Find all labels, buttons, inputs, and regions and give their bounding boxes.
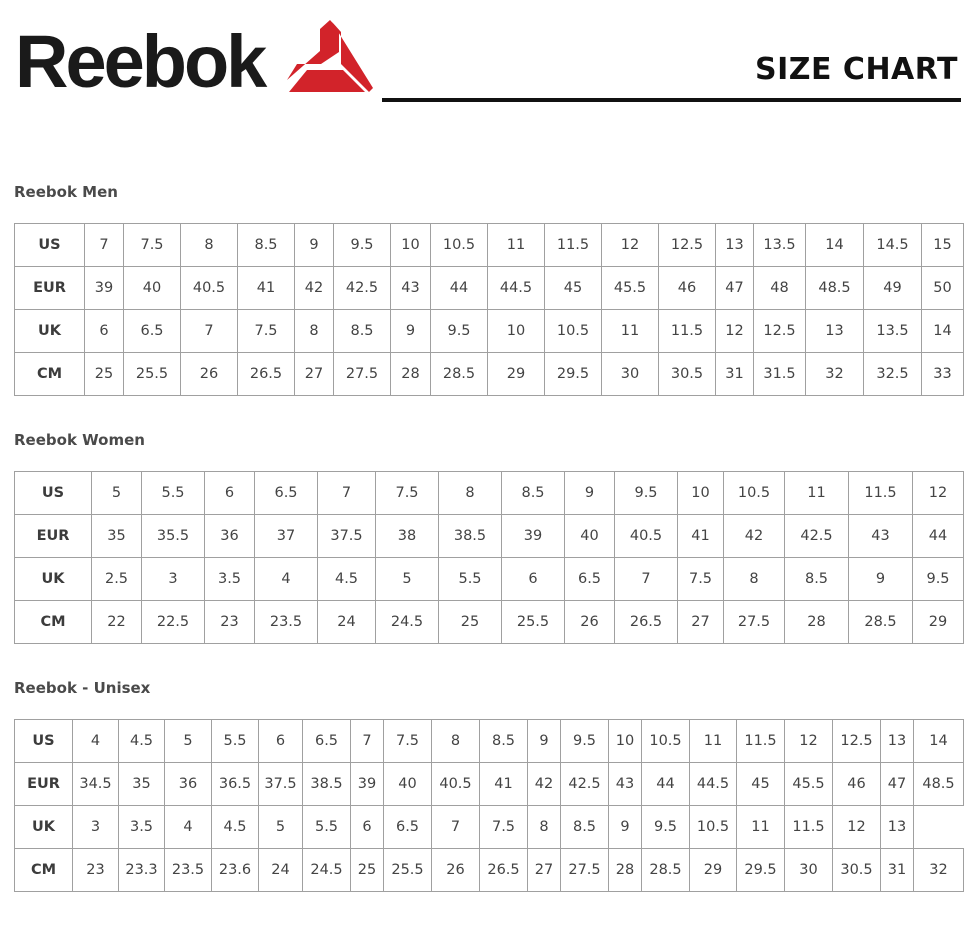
table-row-us [15,472,964,515]
size-cell: 47 [716,267,754,310]
size-cell: 7.5 [376,472,439,515]
size-cell: 43 [609,763,642,806]
size-cell: 14.5 [864,224,922,267]
size-cell: 40 [565,515,615,558]
size-cell: 30.5 [833,849,881,892]
size-table-unisex [14,719,964,892]
size-cell: 4.5 [212,806,259,849]
size-cell: 39 [351,763,384,806]
size-cell: 5.5 [142,472,205,515]
size-cell: 7 [432,806,480,849]
size-cell: 40 [384,763,432,806]
size-cell: 12 [833,806,881,849]
size-cell: 10 [609,720,642,763]
size-cell: 5.5 [439,558,502,601]
size-cell: 38 [376,515,439,558]
size-cell: 8 [724,558,785,601]
size-cell: 43 [849,515,913,558]
size-cell: 25 [85,353,124,396]
size-cell: 7.5 [238,310,295,353]
size-cell: 23 [73,849,119,892]
table-row-cm [15,601,964,644]
size-cell: 11 [737,806,785,849]
size-cell: 6 [502,558,565,601]
size-cell: 35.5 [142,515,205,558]
size-cell: 23.5 [255,601,318,644]
size-cell: 38.5 [439,515,502,558]
size-cell: 13 [806,310,864,353]
size-cell: 26 [181,353,238,396]
size-cell: 44 [913,515,964,558]
size-cell: 6.5 [124,310,181,353]
size-cell: 11 [785,472,849,515]
size-cell: 29 [488,353,545,396]
size-cell: 42 [724,515,785,558]
size-cell: 14 [914,720,964,763]
size-cell: 31.5 [754,353,806,396]
size-cell: 11.5 [545,224,602,267]
table-row-cm [15,849,964,892]
row-header: CM [15,601,92,644]
size-cell: 48.5 [806,267,864,310]
row-header: US [15,720,73,763]
table-row-eur [15,515,964,558]
size-table-women [14,471,964,644]
size-cell: 4 [255,558,318,601]
size-cell: 6.5 [565,558,615,601]
table-row-us [15,720,964,763]
size-cell: 39 [502,515,565,558]
size-cell: 8.5 [238,224,295,267]
size-cell: 13 [881,806,914,849]
size-cell: 44 [431,267,488,310]
size-cell: 14 [806,224,864,267]
size-cell: 28.5 [642,849,690,892]
row-header: EUR [15,763,73,806]
size-cell: 26.5 [480,849,528,892]
size-cell: 38.5 [303,763,351,806]
size-cell: 25.5 [502,601,565,644]
size-cell: 28 [785,601,849,644]
size-cell: 7.5 [480,806,528,849]
size-cell: 27.5 [334,353,391,396]
section-title-women: Reebok Women [14,431,145,449]
size-cell: 42 [528,763,561,806]
size-cell: 30 [602,353,659,396]
size-cell: 5 [259,806,303,849]
size-cell: 30 [785,849,833,892]
size-cell: 3 [73,806,119,849]
size-cell: 29 [690,849,737,892]
size-cell: 8 [295,310,334,353]
size-cell: 48.5 [914,763,964,806]
size-cell: 5.5 [303,806,351,849]
size-cell: 7 [181,310,238,353]
size-cell: 6 [85,310,124,353]
brand-wordmark: Reebok [15,20,265,103]
size-cell: 13 [881,720,914,763]
size-cell: 12 [913,472,964,515]
size-cell: 24 [318,601,376,644]
size-cell: 6.5 [303,720,351,763]
size-cell: 35 [92,515,142,558]
size-cell: 22 [92,601,142,644]
size-cell: 26 [565,601,615,644]
row-header: US [15,224,85,267]
size-cell: 6.5 [255,472,318,515]
section-title-unisex: Reebok - Unisex [14,679,151,697]
size-cell: 9 [565,472,615,515]
size-cell: 10 [488,310,545,353]
size-cell: 14 [922,310,964,353]
size-cell: 8.5 [480,720,528,763]
size-cell: 28.5 [431,353,488,396]
size-cell: 27 [295,353,334,396]
table-row-us [15,224,964,267]
table-row-cm [15,353,964,396]
table-row-eur [15,267,964,310]
size-cell: 37.5 [318,515,376,558]
size-cell: 36.5 [212,763,259,806]
size-cell: 4 [73,720,119,763]
size-cell: 10 [678,472,724,515]
size-cell: 9 [391,310,431,353]
size-cell: 32 [806,353,864,396]
size-cell: 50 [922,267,964,310]
size-cell: 27.5 [561,849,609,892]
size-cell: 22.5 [142,601,205,644]
size-cell: 11 [602,310,659,353]
size-cell: 11.5 [849,472,913,515]
size-cell: 27 [528,849,561,892]
size-cell: 9 [528,720,561,763]
size-cell: 12 [602,224,659,267]
size-cell: 36 [165,763,212,806]
size-cell: 26.5 [615,601,678,644]
size-cell: 42.5 [785,515,849,558]
size-cell: 45.5 [785,763,833,806]
row-header: EUR [15,515,92,558]
reebok-logo [15,18,360,103]
row-header: US [15,472,92,515]
size-cell: 2.5 [92,558,142,601]
size-cell: 8.5 [334,310,391,353]
size-cell: 11 [690,720,737,763]
table-row-uk [15,310,964,353]
size-cell: 46 [659,267,716,310]
size-cell: 32.5 [864,353,922,396]
size-cell: 41 [238,267,295,310]
size-table-men [14,223,964,396]
size-cell: 29 [913,601,964,644]
size-cell: 40.5 [181,267,238,310]
size-cell: 27 [678,601,724,644]
size-cell: 25.5 [124,353,181,396]
size-cell: 6 [205,472,255,515]
size-cell: 10.5 [690,806,737,849]
size-cell: 5 [165,720,212,763]
size-cell: 29.5 [737,849,785,892]
size-cell: 29.5 [545,353,602,396]
size-cell: 27.5 [724,601,785,644]
size-cell: 25 [439,601,502,644]
size-cell: 8 [181,224,238,267]
size-cell: 47 [881,763,914,806]
size-cell: 32 [914,849,964,892]
size-cell: 44.5 [690,763,737,806]
size-cell: 12.5 [833,720,881,763]
size-cell: 9.5 [334,224,391,267]
size-cell: 23.6 [212,849,259,892]
size-cell: 41 [678,515,724,558]
empty-cell [914,806,964,849]
size-cell: 44 [642,763,690,806]
size-cell: 10.5 [642,720,690,763]
size-cell: 6.5 [384,806,432,849]
size-cell: 40.5 [615,515,678,558]
size-cell: 7 [318,472,376,515]
size-cell: 9 [609,806,642,849]
size-cell: 25.5 [384,849,432,892]
size-cell: 28.5 [849,601,913,644]
size-cell: 6 [351,806,384,849]
size-cell: 49 [864,267,922,310]
size-cell: 3.5 [205,558,255,601]
size-cell: 9.5 [913,558,964,601]
size-cell: 24 [259,849,303,892]
size-cell: 26.5 [238,353,295,396]
size-cell: 11 [488,224,545,267]
size-cell: 8 [432,720,480,763]
size-cell: 24.5 [303,849,351,892]
size-cell: 5.5 [212,720,259,763]
size-cell: 8 [439,472,502,515]
size-cell: 41 [480,763,528,806]
row-header: CM [15,849,73,892]
size-cell: 7.5 [124,224,181,267]
size-cell: 5 [92,472,142,515]
size-cell: 3 [142,558,205,601]
size-cell: 28 [391,353,431,396]
size-cell: 11.5 [659,310,716,353]
table-row-eur [15,763,964,806]
size-cell: 11.5 [785,806,833,849]
size-cell: 36 [205,515,255,558]
size-cell: 6 [259,720,303,763]
size-cell: 8.5 [785,558,849,601]
size-cell: 31 [716,353,754,396]
size-cell: 45.5 [602,267,659,310]
size-cell: 23 [205,601,255,644]
size-cell: 9.5 [561,720,609,763]
size-cell: 8.5 [561,806,609,849]
size-cell: 10.5 [724,472,785,515]
size-cell: 15 [922,224,964,267]
size-cell: 28 [609,849,642,892]
size-cell: 9.5 [642,806,690,849]
size-cell: 4.5 [119,720,165,763]
size-cell: 42.5 [561,763,609,806]
size-cell: 40 [124,267,181,310]
size-cell: 48 [754,267,806,310]
size-cell: 4.5 [318,558,376,601]
table-row-uk [15,806,964,849]
size-cell: 9 [849,558,913,601]
size-cell: 42.5 [334,267,391,310]
size-cell: 45 [545,267,602,310]
size-cell: 31 [881,849,914,892]
size-cell: 7.5 [384,720,432,763]
size-cell: 35 [119,763,165,806]
size-cell: 13 [716,224,754,267]
size-cell: 46 [833,763,881,806]
size-cell: 9.5 [431,310,488,353]
size-cell: 40.5 [432,763,480,806]
size-cell: 12 [785,720,833,763]
size-cell: 13.5 [754,224,806,267]
size-cell: 12 [716,310,754,353]
size-cell: 45 [737,763,785,806]
title-divider [382,98,961,102]
reebok-delta-icon [287,20,373,92]
size-cell: 44.5 [488,267,545,310]
size-cell: 7 [351,720,384,763]
size-cell: 26 [432,849,480,892]
size-cell: 5 [376,558,439,601]
size-cell: 12.5 [754,310,806,353]
size-cell: 4 [165,806,212,849]
row-header: EUR [15,267,85,310]
size-cell: 10 [391,224,431,267]
size-cell: 11.5 [737,720,785,763]
size-cell: 7.5 [678,558,724,601]
size-cell: 10.5 [545,310,602,353]
size-cell: 9.5 [615,472,678,515]
size-cell: 23.5 [165,849,212,892]
size-cell: 7 [615,558,678,601]
size-cell: 24.5 [376,601,439,644]
size-cell: 43 [391,267,431,310]
size-cell: 10.5 [431,224,488,267]
section-title-men: Reebok Men [14,183,118,201]
size-cell: 39 [85,267,124,310]
size-cell: 30.5 [659,353,716,396]
row-header: UK [15,558,92,601]
table-row-uk [15,558,964,601]
size-cell: 9 [295,224,334,267]
size-cell: 33 [922,353,964,396]
size-cell: 37.5 [259,763,303,806]
size-cell: 13.5 [864,310,922,353]
size-cell: 7 [85,224,124,267]
row-header: UK [15,806,73,849]
size-cell: 12.5 [659,224,716,267]
size-cell: 42 [295,267,334,310]
page-title: SIZE CHART [754,52,958,87]
size-cell: 23.3 [119,849,165,892]
row-header: UK [15,310,85,353]
size-cell: 25 [351,849,384,892]
size-cell: 37 [255,515,318,558]
size-cell: 34.5 [73,763,119,806]
size-cell: 3.5 [119,806,165,849]
size-cell: 8 [528,806,561,849]
size-cell: 8.5 [502,472,565,515]
row-header: CM [15,353,85,396]
